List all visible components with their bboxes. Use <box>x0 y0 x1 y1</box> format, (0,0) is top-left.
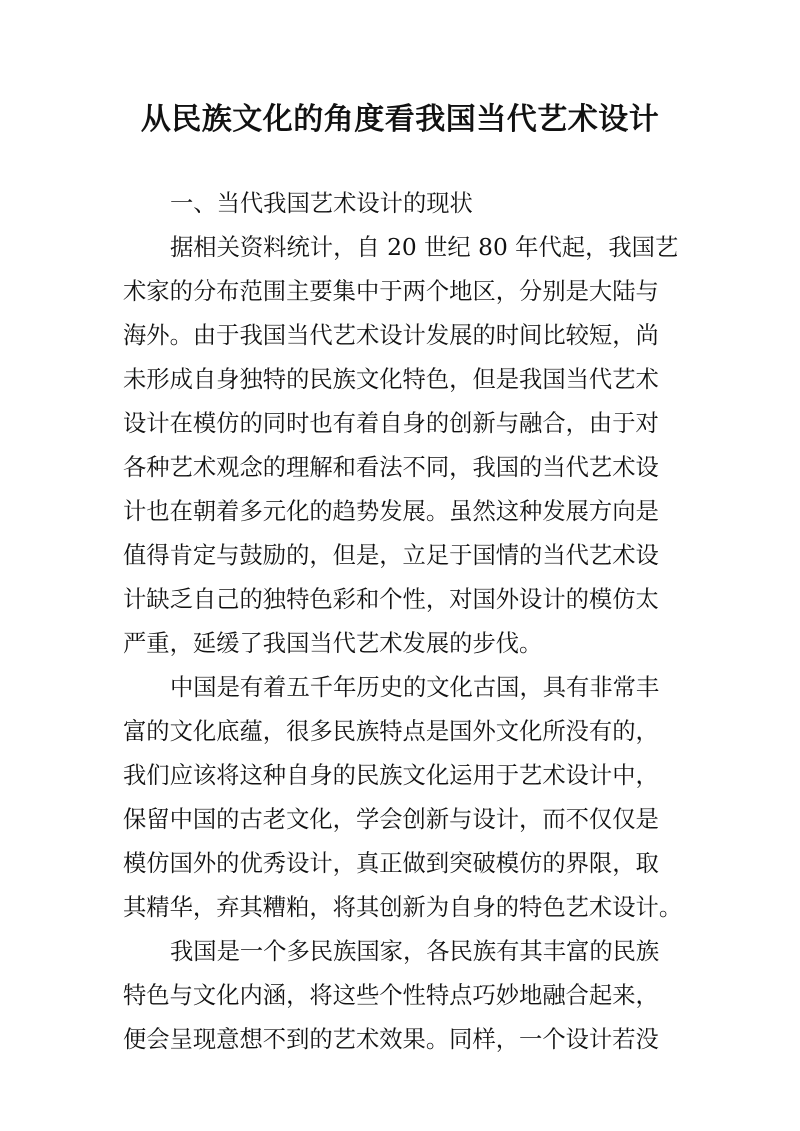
paragraph-line: 术家的分布范围主要集中于两个地区，分别是大陆与 <box>123 278 659 305</box>
paragraph-line: 富的文化底蕴，很多民族特点是国外文化所没有的， <box>123 718 659 745</box>
paragraph-line: 我们应该将这种自身的民族文化运用于艺术设计中， <box>123 762 659 789</box>
paragraph-line: 特色与文化内涵，将这些个性特点巧妙地融合起来， <box>123 982 659 1009</box>
paragraph-line: 计缺乏自己的独特色彩和个性，对国外设计的模仿太 <box>123 586 659 613</box>
paragraph-line: 未形成自身独特的民族文化特色，但是我国当代艺术 <box>123 366 659 393</box>
paragraph-line: 海外。由于我国当代艺术设计发展的时间比较短，尚 <box>123 322 659 349</box>
paragraph-line: 中国是有着五千年历史的文化古国，具有非常丰 <box>170 674 660 701</box>
paragraph-line: 我国是一个多民族国家，各民族有其丰富的民族 <box>170 938 660 965</box>
paragraph-line: 各种艺术观念的理解和看法不同，我国的当代艺术设 <box>123 454 659 481</box>
document-title: 从民族文化的角度看我国当代艺术设计 <box>140 102 660 137</box>
paragraph-line: 计也在朝着多元化的趋势发展。虽然这种发展方向是 <box>123 498 659 525</box>
paragraph <box>123 666 685 930</box>
paragraph-line: 其精华，弃其糟粕，将其创新为自身的特色艺术设计。 <box>123 894 683 921</box>
paragraph <box>123 930 685 1062</box>
paragraph-line: 严重，延缓了我国当代艺术发展的步伐。 <box>123 630 543 657</box>
paragraph <box>123 226 685 666</box>
paragraph-line: 值得肯定与鼓励的，但是，立足于国情的当代艺术设 <box>123 542 659 569</box>
paragraph-line: 模仿国外的优秀设计，真正做到突破模仿的界限，取 <box>123 850 659 877</box>
paragraph-line: 设计在模仿的同时也有着自身的创新与融合，由于对 <box>123 410 659 437</box>
paragraph-line: 便会呈现意想不到的艺术效果。同样，一个设计若没 <box>123 1026 659 1053</box>
paragraph-line: 保留中国的古老文化，学会创新与设计，而不仅仅是 <box>123 806 659 833</box>
section-heading: 一、当代我国艺术设计的现状 <box>170 190 473 217</box>
paragraph-line: 据相关资料统计，自 20 世纪 80 年代起，我国艺 <box>170 234 679 261</box>
document-body <box>123 182 685 1062</box>
